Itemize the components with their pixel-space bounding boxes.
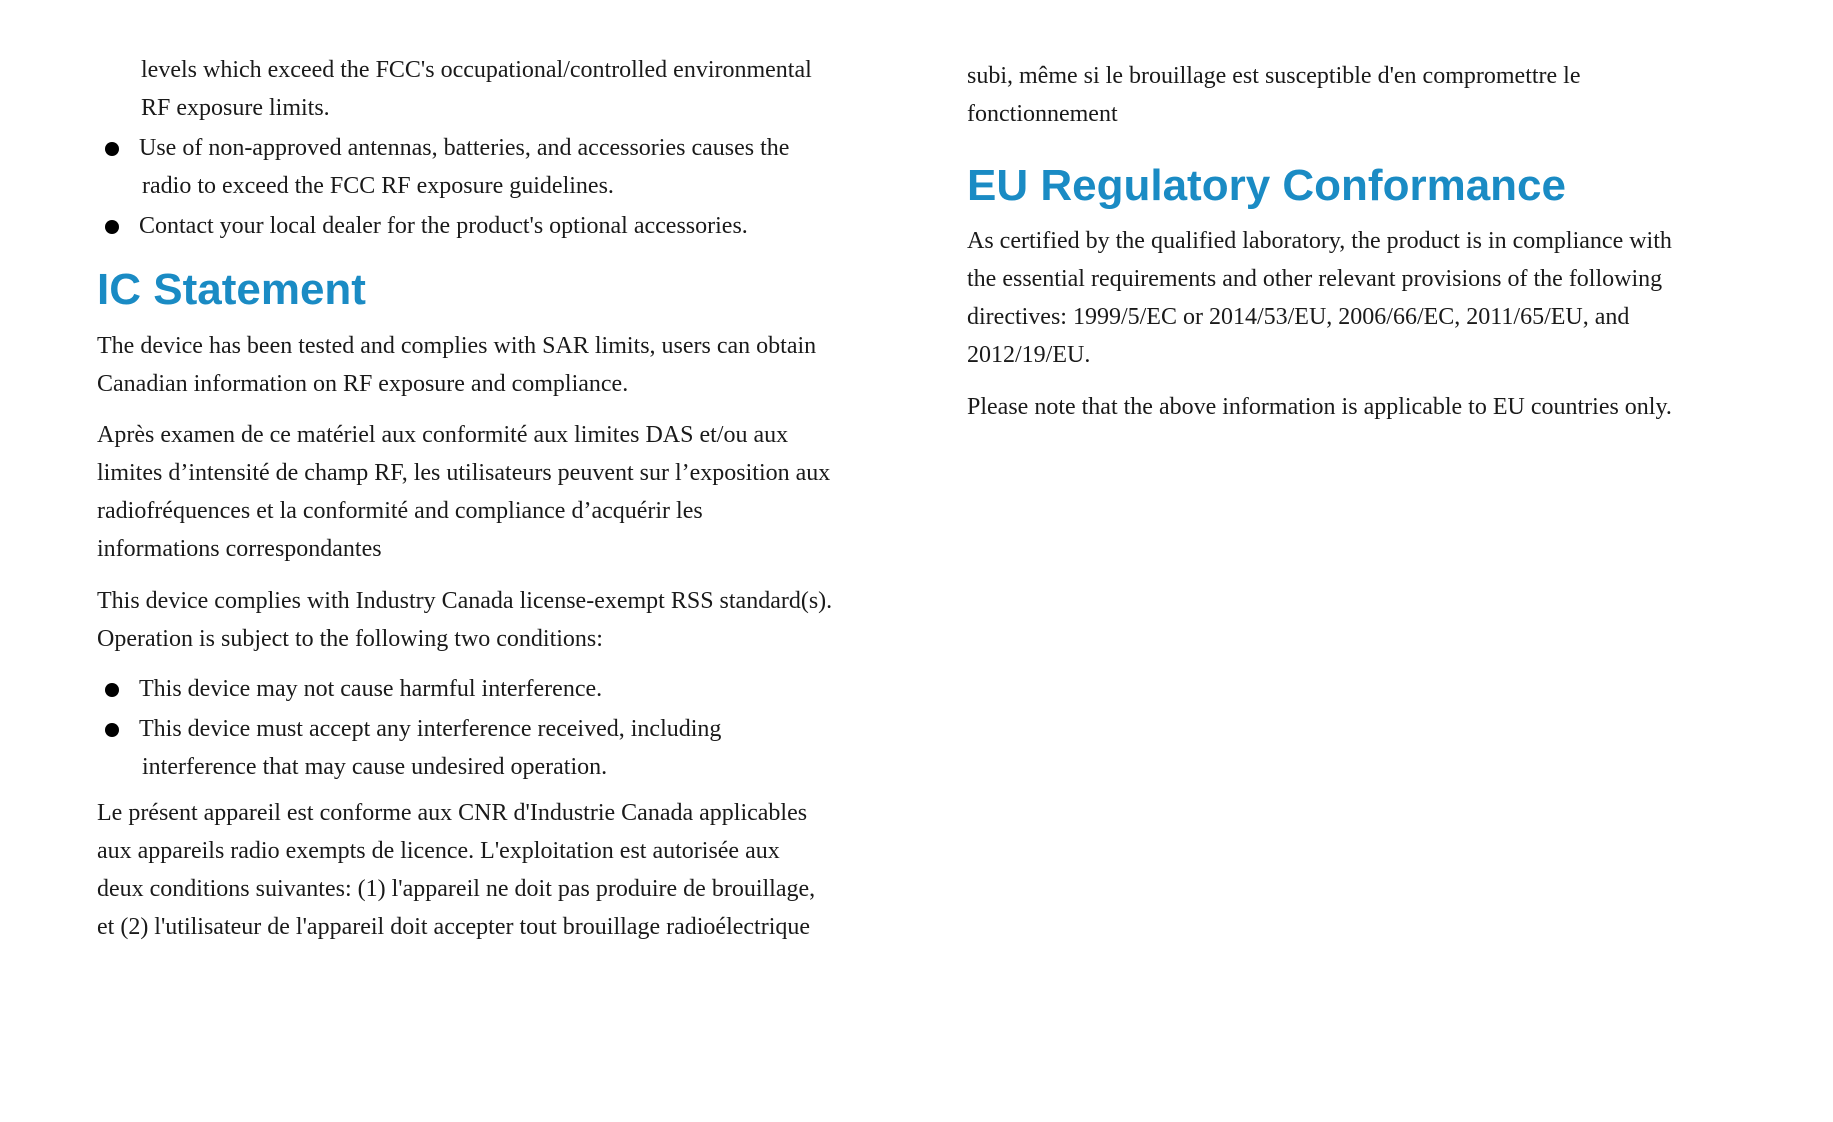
list-item: [97, 710, 917, 786]
text-line: Le présent appareil est conforme aux CNR d'Industrie Canada applicables: [97, 800, 808, 826]
text-line: directives: 1999/5/EC or 2014/53/EU, 2006/66/EC, 2011/65/EU, and: [967, 304, 1630, 330]
text-line: This device complies with Industry Canada license-exempt RSS standard(s).: [97, 588, 833, 614]
bullet-icon: [105, 683, 119, 697]
paragraph-french-sar: [97, 416, 917, 568]
list-item-text: interference that may cause undesired operation.: [142, 754, 608, 780]
section-heading-ic-statement: IC Statement: [97, 265, 366, 314]
list-item-text: Use of non-approved antennas, batteries, and accessories causes the: [139, 135, 790, 161]
text-line: deux conditions suivantes: (1) l'appareil ne doit pas produire de brouillage,: [97, 876, 816, 902]
list-item: [97, 207, 917, 245]
text-line: et (2) l'utilisateur de l'appareil doit accepter tout brouillage radioélectrique: [97, 914, 811, 940]
text-line: informations correspondantes: [97, 536, 382, 562]
list-item-text: radio to exceed the FCC RF exposure guidelines.: [142, 173, 614, 199]
text-line: the essential requirements and other relevant provisions of the following: [967, 266, 1663, 292]
bullet-icon: [105, 142, 119, 156]
list-item: [97, 670, 917, 708]
text-line: As certified by the qualified laboratory, the product is in compliance with: [967, 228, 1672, 254]
list-item-text: This device may not cause harmful interference.: [139, 676, 603, 702]
text-line: Après examen de ce matériel aux conformité aux limites DAS et/ou aux: [97, 422, 789, 448]
text-line: subi, même si le brouillage est susceptible d'en compromettre le: [967, 63, 1581, 89]
paragraph-sar: [97, 327, 917, 403]
bullet-icon: [105, 220, 119, 234]
text-line: radiofréquences et la conformité and compliance d’acquérir les: [97, 498, 703, 524]
text-line: Canadian information on RF exposure and compliance.: [97, 371, 629, 397]
paragraph-french-cnr: [97, 794, 937, 946]
list-item-text: This device must accept any interference received, including: [139, 716, 722, 742]
paragraph-rss: [97, 582, 937, 658]
conditions-bullet-list: [97, 670, 917, 786]
section-heading-eu-regulatory: EU Regulatory Conformance: [967, 161, 1566, 210]
text-line: The device has been tested and complies with SAR limits, users can obtain: [97, 333, 817, 359]
french-continuation-text: [967, 57, 1747, 133]
list-item: [97, 129, 917, 205]
text-line: 2012/19/EU.: [967, 342, 1091, 368]
text-line: aux appareils radio exempts de licence. L'exploitation est autorisée aux: [97, 838, 780, 864]
text-line: RF exposure limits.: [141, 95, 330, 121]
fcc-bullet-list: [97, 129, 917, 245]
text-line: Please note that the above information is applicable to EU countries only.: [967, 394, 1672, 420]
fcc-continuation-text: [141, 51, 921, 127]
paragraph-eu-note: [967, 388, 1787, 426]
list-item-text: Contact your local dealer for the product's optional accessories.: [139, 213, 748, 239]
text-line: limites d’intensité de champ RF, les utilisateurs peuvent sur l’exposition aux: [97, 460, 831, 486]
text-line: fonctionnement: [967, 101, 1118, 127]
text-line: Operation is subject to the following two conditions:: [97, 626, 603, 652]
bullet-icon: [105, 723, 119, 737]
text-line: levels which exceed the FCC's occupational/controlled environmental: [141, 57, 812, 83]
paragraph-certified: [967, 222, 1767, 374]
